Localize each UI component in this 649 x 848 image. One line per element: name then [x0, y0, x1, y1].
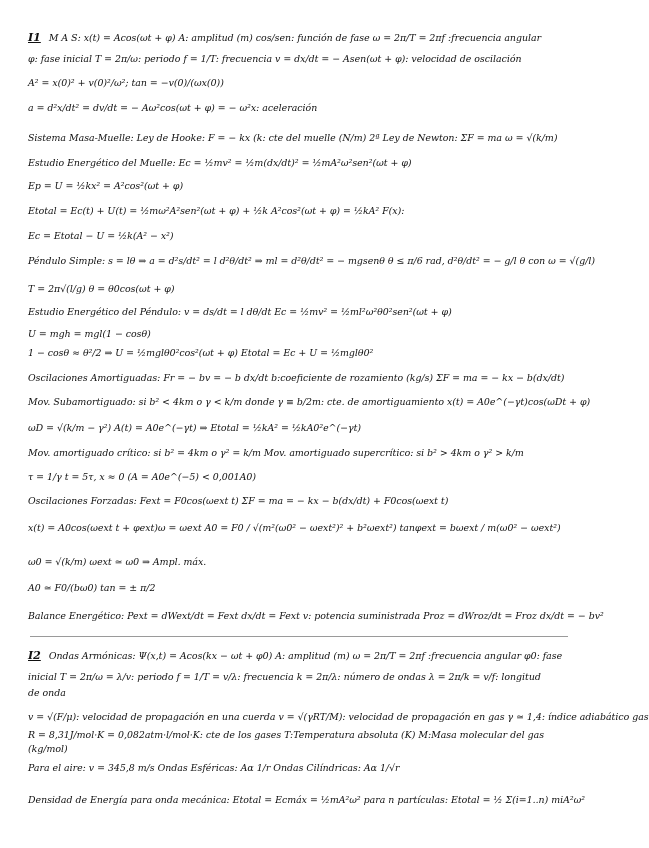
s1-line-13: U = mgh = mgl(1 − cosθ): [28, 329, 151, 340]
s1-line-7: Ep = U = ½kx² = A²cos²(ωt + φ): [28, 181, 184, 192]
s1-line-15: Oscilaciones Amortiguadas: Fr = − bv = − b dx/dt b:coeficiente de rozamiento (kg/s) ΣF = ma = − kx − b(dx/dt): [28, 373, 565, 384]
s2-line-7: Para el aire: v = 345,8 m/s Ondas Esféricas: Aα 1/r Ondas Cilíndricas: Aα 1/√r: [28, 763, 400, 774]
s1-line-24: Balance Energético: Pext = dWext/dt = Fext dx/dt = Fext v: potencia suministrada Proz = dWroz/dt = Froz dx/dt = − bv²: [28, 611, 604, 622]
s2-line-6: (kg/mol): [28, 744, 68, 755]
s1-line-1: I1 M A S: x(t) = Acos(ωt + φ) A: amplitud (m) cos/sen: función de fase ω = 2π/T = 2πf :frecuencia angular: [28, 31, 542, 44]
s1-line-21: x(t) = A0cos(ωext t + φext)ω = ωext A0 = F0 / √(m²(ω0² − ωext²)² + b²ωext²) tanφext = bωext / m(ω0² − ωext²): [28, 523, 561, 534]
s1-line-19: τ = 1/γ t = 5τ, x ≈ 0 (A = A0e^(−5) < 0,001A0): [28, 472, 257, 483]
s1-line-8: Etotal = Ec(t) + U(t) = ½mω²A²sen²(ωt + φ) + ½k A²cos²(ωt + φ) = ½kA² F(x):: [28, 206, 405, 217]
s2-line-2: inicial T = 2π/ω = λ/v: periodo f = 1/T = v/λ: frecuencia k = 2π/λ: número de ondas λ = 2π/k = v/f: longitud: [28, 672, 541, 683]
s1-line-16: Mov. Subamortiguado: si b² < 4km o γ < k/m donde γ ≡ b/2m: cte. de amortiguamiento x(t) = A0e^(−γt)cos(ωDt + φ): [28, 397, 591, 408]
s1-line-2: φ: fase inicial T = 2π/ω: periodo f = 1/T: frecuencia v = dx/dt = − Asen(ωt + φ): velocidad de oscilación: [28, 54, 522, 65]
s2-line-8: Densidad de Energía para onda mecánica: Etotal = Ecmáx = ½mA²ω² para n partículas: Etotal = ½ Σ(i=1..n) miA²ω²: [28, 795, 586, 806]
s1-line-12: Estudio Energético del Péndulo: v = ds/dt = l dθ/dt Ec = ½mv² = ½ml²ω²θ0²sen²(ωt + φ): [28, 307, 452, 318]
s1-line-6: Estudio Energético del Muelle: Ec = ½mv² = ½m(dx/dt)² = ½mA²ω²sen²(ωt + φ): [28, 158, 412, 169]
s1-line-14: 1 − cosθ ≈ θ²/2 ⇒ U = ½mglθ0²cos²(ωt + φ) Etotal = Ec + U = ½mglθ0²: [28, 348, 374, 359]
s1-line-3: A² = x(0)² + v(0)²/ω²; tan = −v(0)/(ωx(0)): [28, 78, 224, 89]
section-2-number: I2: [28, 649, 41, 662]
s2-line-5: R = 8,31J/mol·K = 0,082atm·l/mol·K: cte de los gases T:Temperatura absoluta (K) M:Masa molecular del gas: [28, 730, 545, 741]
s1-line-20: Oscilaciones Forzadas: Fext = F0cos(ωext t) ΣF = ma = − kx − b(dx/dt) + F0cos(ωext t): [28, 496, 449, 507]
s1-line-17: ωD = √(k/m − γ²) A(t) = A0e^(−γt) ⇒ Etotal = ½kA² = ½kA0²e^(−γt): [28, 423, 362, 434]
s1-line-5: Sistema Masa-Muelle: Ley de Hooke: F = − kx (k: cte del muelle (N/m) 2ª Ley de Newton: ΣF = ma ω = √(k/m): [28, 133, 558, 144]
s2-line-4: v = √(F/μ): velocidad de propagación en una cuerda v = √(γRT/M): velocidad de propagación en gas γ ≃ 1,4: índice adiabático gas: [28, 712, 649, 723]
s1-line-23: A0 ≃ F0/(bω0) tan = ± π/2: [28, 583, 156, 594]
s1-line-9: Ec = Etotal − U = ½k(A² − x²): [28, 231, 174, 242]
s2-line-3: de onda: [28, 688, 66, 699]
s1-line-18: Mov. amortiguado crítico: si b² = 4km o γ² = k/m Mov. amortiguado supercrítico: si b² > 4km o γ² > k/m: [28, 448, 524, 459]
s1-line-22: ω0 = √(k/m) ωext ≃ ω0 ⇒ Ampl. máx.: [28, 557, 207, 568]
s2-line-1: I2 Ondas Armónicas: Ψ(x,t) = Acos(kx − ωt + φ0) A: amplitud (m) ω = 2π/T = 2πf :frecuencia angular φ0: fase: [28, 649, 563, 662]
s1-line-11: T = 2π√(l/g) θ = θ0cos(ωt + φ): [28, 284, 175, 295]
section-1-number: I1: [28, 31, 41, 44]
s1-line-4: a = d²x/dt² = dv/dt = − Aω²cos(ωt + φ) = − ω²x: aceleración: [28, 103, 318, 114]
section-divider: [30, 636, 568, 637]
s1-line-10: Péndulo Simple: s = lθ ⇒ a = d²s/dt² = l d²θ/dt² ⇒ ml = d²θ/dt² = − mgsenθ θ ≤ π/6 rad, d²θ/dt² = − g/l θ con ω = √(g/l): [28, 256, 596, 267]
